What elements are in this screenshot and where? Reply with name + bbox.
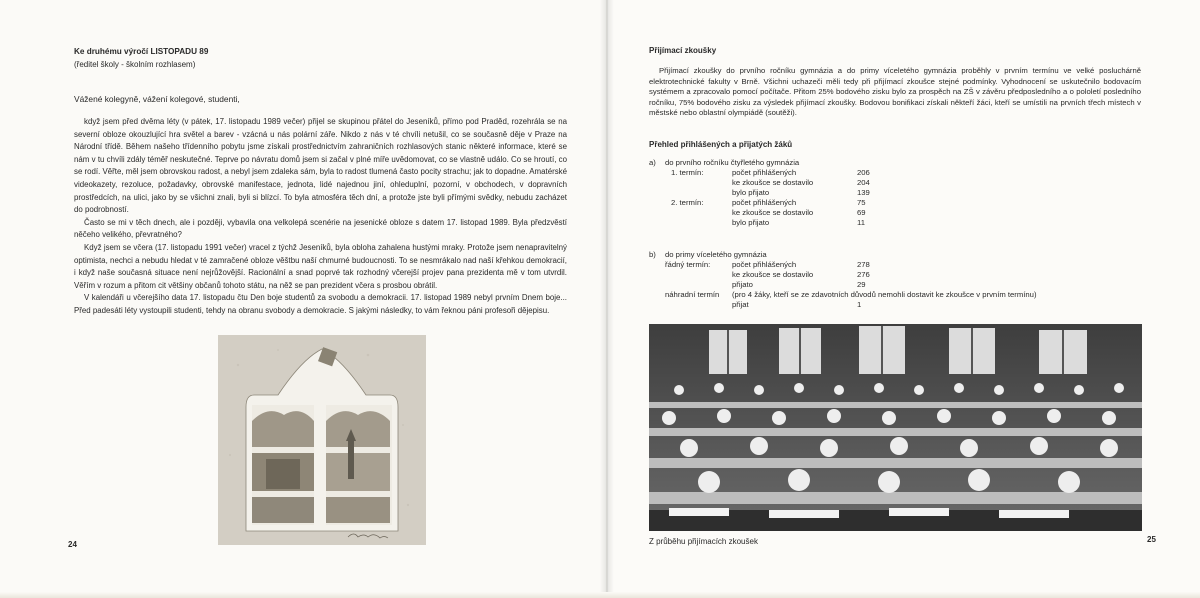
group-a-title: do prvního ročníku čtyřletého gymnázia: [665, 158, 800, 167]
table-row-value: 278: [857, 260, 870, 269]
section-title: Přijímací zkoušky: [649, 46, 717, 55]
paragraph: když jsem před dvěma léty (v pátek, 17. listopadu 1989 večer) přijel se skupinou přátel do Jeseníků, přímo pod Praděd, rozehrála se na severní obloze okouzlující hra světel a barev - vzácná u nás polární záře. Nikdo z nás v té chvíli netušil, co se současně děje v Praze na Národní třídě. Během našeho třídenního pobytu jsme získali prostřednictvím zahraničních rozhlasových stanic některé informace, které se nám v tu chvíli zdály téměř neskutečné. Teprve po návratu domů jsem si začal v plné míře uvědomovat, co se vlastně událo. Co se hroutí, co se rodí. Věřte, měl jsem obrovskou radost, a nebyl jsem zdaleka sám, byla to radost tlumená často pocity strachu; jak to dopadne. Amatérské videokazety, rezoluce, požadavky, obrovské manifestace, jednota, lidé najednou jiní, ohleduplní, pozorní, v obchodech, v dopravních prostředcích, na ulici, jako by se všichni znali, byli si blízcí. To byla atmosféra těch dní, a protože jste byli přímými svědky, nebudu zacházet do podrobností.: [74, 117, 567, 215]
exam-hall-photo: [649, 324, 1142, 531]
table-row-label: přijato: [732, 280, 753, 289]
greeting: Vážené kolegyně, vážení kolegové, studenti,: [74, 94, 240, 104]
paragraph: Často se mi v těch dnech, ale i později, vybavila ona velkolepá scenérie na jesenické obloze s datem 17. listopad 1989. Byla předzvěstí něčeho velikého, převratného?: [74, 217, 567, 240]
table-row-label: ke zkoušce se dostavilo: [732, 208, 814, 217]
article-subtitle: (ředitel školy - školním rozhlasem): [74, 60, 196, 69]
term-label: náhradní termín: [665, 290, 720, 299]
paragraph: V kalendáři u včerejšího data 17. listopadu čtu Den boje studentů za svobodu a demokracii. 17. listopad 1989 nebyl prvním Dnem boje... Před padesáti léty vystoupili studenti, tehdy na obranu svobody a demokracie. S jakými následky, to vám řeknou páni profesoři dějepisu.: [74, 293, 567, 315]
table-row-label: počet přihlášených: [732, 168, 797, 177]
table-row-label: ke zkoušce se dostavilo: [732, 270, 814, 279]
intro-paragraph: Přijímací zkoušky do prvního ročníku gymnázia a do primy víceletého gymnázia proběhly v prvním termínu ve velké posluchárně elektrotechnické fakulty v Brně. Všichni uchazeči měli tedy při přijímací zkoušce stejné podmínky. Vyhodnocení se uskutečnilo bodovacím systémem a zpracovalo pomocí počítače. Přitom 25% bodového zisku bylo za prospěch na ZŠ v závěru předposledního a o pololetí posledního ročníku, 75% bodového zisku za výsledek přijímací zkoušky. Bodovou bonifikaci získali někteří žáci, kteří se umístili na prvních třech místech v městské nebo oblastní olympiádě (soutěži).: [649, 66, 1141, 118]
table-row-value: 69: [857, 208, 866, 217]
page-bottom-edge: [0, 592, 1200, 598]
table-row-value: 204: [857, 178, 870, 187]
section-intro: [649, 66, 1141, 119]
photo-caption: Z průběhu přijímacích zkoušek: [649, 537, 758, 546]
group-b-title: do primy víceletého gymnázia: [665, 250, 767, 259]
right-page: [607, 0, 1200, 598]
artwork-window-illustration: [218, 335, 426, 545]
paragraph: Když jsem se včera (17. listopadu 1991 večer) vracel z týchž Jeseníků, byla obloha zahalena hustými mraky. Protože jsem nenapravitelný optimista, nechci a nebudu hledat v té zamračené obloze věštbu naší chmurné budoucnosti. To se nesmrákalo nad naší křehkou demokracií, i když naše současná situace není nejrůžovější. Racionální a snad poprvé tak rozhodný včerejší projev pana prezidenta mě v tom utvrdil. Věřím v rozum a přitom cit většiny občanů tohoto státu, na něž se pan prezident včera s prosbou obrátil.: [74, 242, 567, 290]
book-gutter: [600, 0, 614, 598]
table-row-label: bylo přijato: [732, 188, 770, 197]
photo-graphic: [649, 324, 1142, 531]
table-row-label: počet přihlášených: [732, 260, 797, 269]
artwork-graphic: [218, 335, 426, 545]
group-b-label: b): [649, 250, 656, 259]
term-note: (pro 4 žáky, kteří se ze zdavotních důvodů nemohli dostavit ke zkoušce v prvním termínu): [732, 290, 1037, 299]
table-row-value: 1: [857, 300, 862, 309]
page-number-right: 25: [1147, 535, 1156, 544]
term-label: 1. termín:: [671, 168, 704, 177]
table-row-label: přijat: [732, 300, 749, 309]
table-row-label: počet přihlášených: [732, 198, 797, 207]
table-row-value: 75: [857, 198, 866, 207]
table-row-value: 276: [857, 270, 870, 279]
article-body: [74, 116, 567, 318]
term-label: řádný termín:: [665, 260, 711, 269]
table-row-label: ke zkoušce se dostavilo: [732, 178, 814, 187]
term-label: 2. termín:: [671, 198, 704, 207]
table-row-value: 29: [857, 280, 866, 289]
page-number-left: 24: [68, 540, 77, 549]
table-row-value: 139: [857, 188, 870, 197]
group-a-label: a): [649, 158, 656, 167]
table-row-value: 206: [857, 168, 870, 177]
table-row-value: 11: [857, 218, 865, 227]
overview-title: Přehled přihlášených a přijatých žáků: [649, 140, 793, 149]
table-row-label: bylo přijato: [732, 218, 770, 227]
article-title: Ke druhému výročí LISTOPADU 89: [74, 47, 209, 56]
